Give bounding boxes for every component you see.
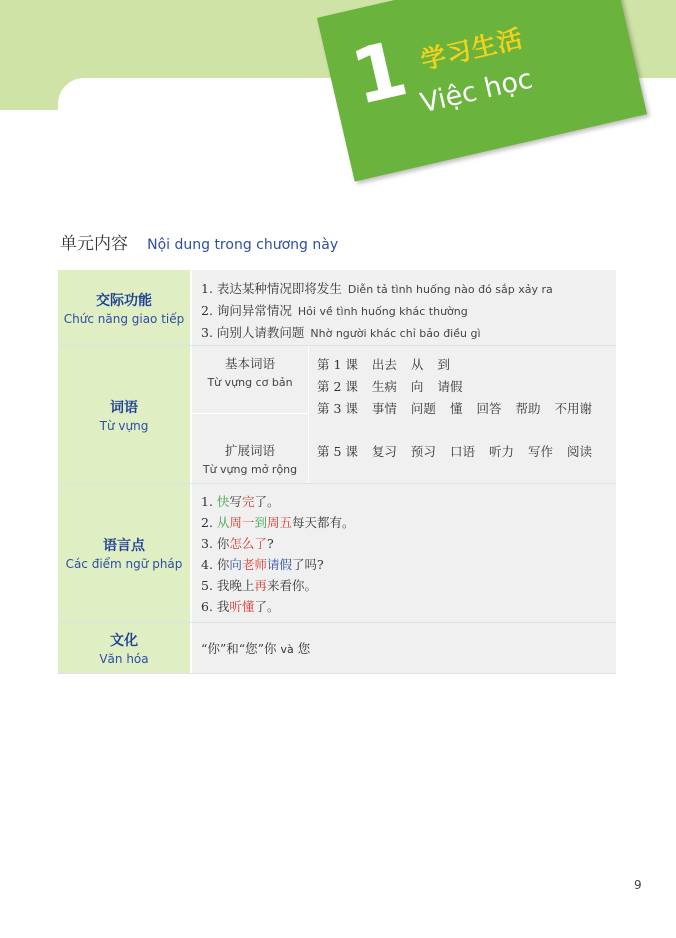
function-zh: 2. 询问异常情况 bbox=[201, 303, 292, 318]
lesson-number: 第 2 课 bbox=[317, 379, 358, 394]
label-vi: Văn hóa bbox=[99, 652, 149, 666]
page-number: 9 bbox=[634, 878, 642, 892]
vocab-lessons bbox=[309, 346, 616, 483]
vocab-categories bbox=[192, 346, 309, 483]
label-zh: 文化 bbox=[110, 633, 138, 649]
function-item bbox=[201, 322, 616, 344]
word: 向 bbox=[410, 379, 424, 394]
function-item bbox=[201, 278, 616, 300]
word: 写作 bbox=[527, 444, 553, 459]
category-zh: 基本词语 bbox=[224, 356, 275, 371]
text: 你 bbox=[216, 536, 230, 551]
highlight: 再 bbox=[254, 578, 267, 593]
culture-zh: 您 bbox=[297, 641, 311, 656]
text: 来看你。 bbox=[266, 578, 317, 593]
item-number: 3. bbox=[201, 536, 217, 551]
word: 回答 bbox=[476, 401, 502, 416]
grammar-item bbox=[201, 596, 616, 617]
culture-zh: “你”和“您”你 bbox=[201, 641, 277, 656]
label-zh: 交际功能 bbox=[96, 292, 152, 309]
word: 帮助 bbox=[515, 401, 541, 416]
functions-list bbox=[192, 270, 616, 345]
grammar-item bbox=[201, 554, 616, 575]
word: 到 bbox=[437, 357, 450, 372]
word: 请假 bbox=[437, 379, 463, 394]
row-culture bbox=[58, 623, 616, 674]
row-label bbox=[58, 623, 192, 673]
culture-vi: và bbox=[280, 643, 294, 656]
lesson-row bbox=[317, 442, 606, 460]
word: 阅读 bbox=[566, 444, 592, 459]
word: 口语 bbox=[449, 444, 475, 459]
lesson-row bbox=[317, 377, 476, 395]
label-vi: Chức năng giao tiếp bbox=[63, 311, 185, 326]
text: 了。 bbox=[254, 599, 280, 614]
lesson-number: 第 5 课 bbox=[317, 444, 358, 459]
text: 我 bbox=[216, 599, 230, 614]
item-number: 6. bbox=[201, 599, 217, 614]
word: 生病 bbox=[371, 379, 397, 394]
highlight: 请假 bbox=[266, 557, 292, 572]
grammar-item bbox=[201, 491, 616, 512]
function-vi: Nhờ người khác chỉ bảo điều gì bbox=[310, 327, 481, 340]
highlight: 听懂 bbox=[229, 599, 255, 614]
text: 了吗? bbox=[291, 557, 324, 572]
item-number: 4. bbox=[201, 557, 217, 572]
word: 从 bbox=[410, 357, 424, 372]
highlight: 完 bbox=[241, 494, 255, 509]
function-item bbox=[201, 300, 616, 322]
word: 懂 bbox=[449, 401, 463, 416]
text: 你 bbox=[216, 557, 230, 572]
function-zh: 3. 向别人请教问题 bbox=[201, 325, 305, 340]
section-heading bbox=[60, 229, 338, 254]
culture-cell bbox=[192, 623, 616, 673]
item-number: 1. bbox=[201, 494, 217, 509]
item-number: 5. bbox=[201, 578, 217, 593]
row-vocabulary bbox=[58, 346, 616, 484]
highlight: 周一 bbox=[229, 515, 255, 530]
lesson-number: 第 3 课 bbox=[317, 401, 358, 416]
extended-words-category bbox=[192, 414, 308, 482]
text: 写 bbox=[229, 494, 242, 509]
culture-text bbox=[201, 639, 310, 657]
chapter-title-vi: Việc học bbox=[417, 63, 536, 120]
item-number: 2. bbox=[201, 515, 217, 530]
vocabulary-cell bbox=[192, 346, 616, 483]
word: 问题 bbox=[410, 401, 436, 416]
highlight: 从 bbox=[216, 515, 230, 530]
basic-words-category bbox=[192, 346, 308, 414]
label-zh: 词语 bbox=[110, 399, 138, 416]
highlight: 到 bbox=[254, 515, 267, 530]
highlight: 怎么了 bbox=[229, 536, 267, 551]
word: 复习 bbox=[371, 444, 397, 459]
word: 不用谢 bbox=[554, 401, 592, 416]
lesson-row bbox=[317, 399, 606, 417]
row-label bbox=[58, 346, 192, 483]
function-vi: Hỏi về tình huống khác thường bbox=[297, 305, 468, 318]
label-vi: Từ vựng bbox=[99, 418, 149, 433]
text: 我晚上 bbox=[216, 578, 255, 593]
function-vi: Diễn tả tình huống nào đó sắp xảy ra bbox=[347, 283, 553, 296]
section-title-zh: 单元内容 bbox=[60, 234, 128, 254]
function-zh: 1. 表达某种情况即将发生 bbox=[201, 281, 342, 296]
category-vi: Từ vựng cơ bản bbox=[207, 376, 293, 389]
word: 听力 bbox=[488, 444, 514, 459]
text: ? bbox=[266, 536, 274, 551]
word: 出去 bbox=[371, 357, 397, 372]
word: 预习 bbox=[410, 444, 436, 459]
row-functions bbox=[58, 270, 616, 346]
highlight: 周五 bbox=[266, 515, 292, 530]
category-vi: Từ vựng mở rộng bbox=[202, 463, 298, 476]
grammar-item bbox=[201, 575, 616, 596]
lesson-number: 第 1 课 bbox=[317, 357, 358, 372]
grammar-item bbox=[201, 512, 616, 533]
highlight: 老师 bbox=[241, 557, 267, 572]
word: 事情 bbox=[371, 401, 397, 416]
row-label bbox=[58, 484, 192, 622]
text: 每天都有。 bbox=[291, 515, 355, 530]
chapter-number: 1 bbox=[343, 23, 416, 123]
chapter-title-zh: 学习生活 bbox=[418, 23, 526, 76]
text: 了。 bbox=[254, 494, 280, 509]
highlight: 向 bbox=[229, 557, 242, 572]
label-zh: 语言点 bbox=[103, 538, 145, 554]
section-title-vi: Nội dung trong chương này bbox=[147, 237, 339, 253]
row-grammar bbox=[58, 484, 616, 623]
category-zh: 扩展词语 bbox=[224, 443, 275, 458]
unit-content-table bbox=[58, 270, 616, 674]
grammar-list bbox=[192, 484, 616, 622]
label-vi: Các điểm ngữ pháp bbox=[65, 557, 183, 571]
grammar-item bbox=[201, 533, 616, 554]
highlight: 快 bbox=[216, 494, 230, 509]
lesson-row bbox=[317, 355, 464, 373]
row-label bbox=[58, 270, 192, 345]
